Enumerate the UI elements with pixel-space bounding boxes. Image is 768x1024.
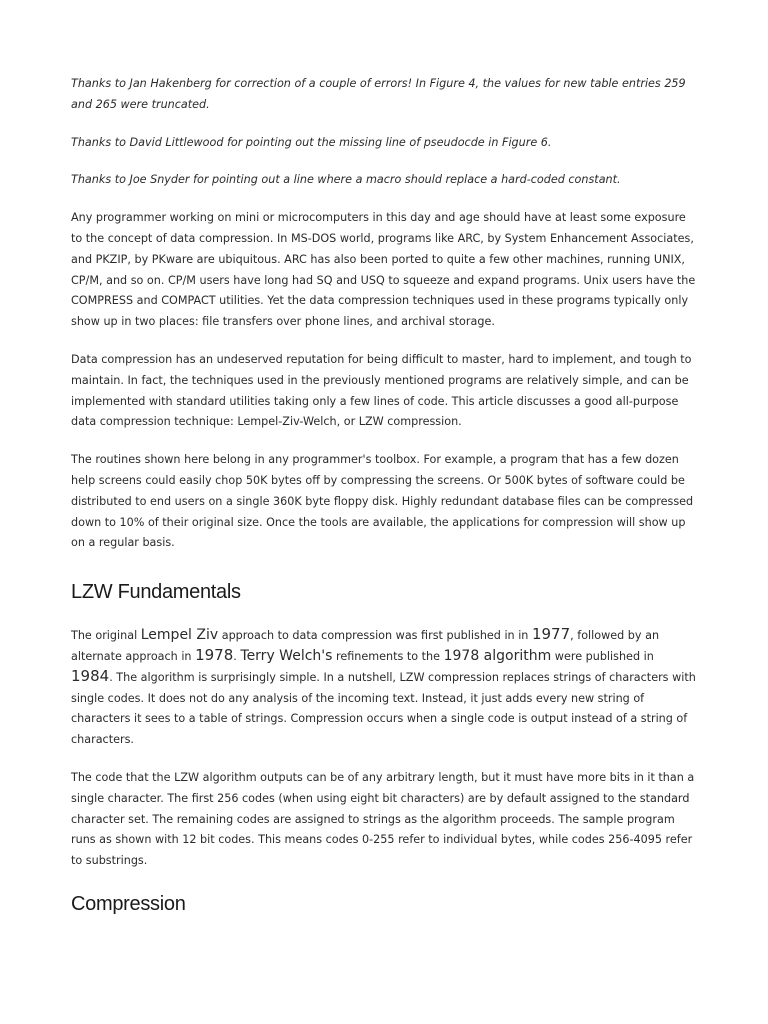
algorithm-1978-term: 1978 algorithm (443, 647, 552, 664)
article (71, 74, 699, 919)
year-1984: 1984 (71, 666, 110, 685)
lzw-paragraph-history: The original Lempel Ziv approach to data compression was first published in in 1977, followed by an alternate approach in 1978. Terry Welch's refinements to the 1978 algorithm were published in 1984. The algorithm is surprisingly simple. In a nutshell, LZW compression replaces strings of characters with single codes. It does not do any analysis of the incoming text. Instead, it just adds every new string of characters it sees to a table of strings. Compression occurs when a single code is output instead of a string of characters. (71, 625, 696, 747)
intro-paragraph: The routines shown here belong in any programmer's toolbox. For example, a program that has a few dozen help screens could easily chop 50K bytes off by compressing the screens. Or 500K bytes of software could be distributed to end users on a single 360K byte floppy disk. Highly redundant database files can be compressed down to 10% of their original size. Once the tools are available, the applications for compression will show up on a regular basis. (71, 453, 694, 550)
year-1978: 1978 (195, 645, 234, 664)
lzw-paragraph-codes: The code that the LZW algorithm outputs can be of any arbitrary length, but it must have more bits in it than a single character. The first 256 codes (when using eight bit characters) are by default assigned to the standard character set. The remaining codes are assigned to strings as the algorithm proceeds. The sample program runs as shown with 12 bit codes. This means codes 0-255 refer to individual bytes, while codes 256-4095 refer to substrings. (71, 770, 695, 868)
intro-paragraph: Any programmer working on mini or microcomputers in this day and age should have at least some exposure to the concept of data compression. In MS-DOS world, programs like ARC, by System Enhancement Associates, and PKZIP, by PKware are ubiquitous. ARC has also been ported to quite a few other machines, running UNIX, CP/M, and so on. CP/M users have long had SQ and USQ to squeeze and expand programs. Unix users have the COMPRESS and COMPACT utilities. Yet the data compression techniques used in these programs typically only show up in two places: file transfers over phone lines, and archival storage. (71, 211, 696, 329)
section-heading-lzw-fundamentals: LZW Fundamentals (71, 581, 241, 604)
acknowledgement-note: Thanks to Joe Snyder for pointing out a line where a macro should replace a hard-coded constant. (71, 173, 621, 187)
acknowledgement-note: Thanks to Jan Hakenberg for correction of a couple of errors! In Figure 4, the values for new table entries 259 and 265 were truncated. (71, 77, 686, 111)
intro-paragraph: Data compression has an undeserved reputation for being difficult to master, hard to implement, and tough to maintain. In fact, the techniques used in the previously mentioned programs are relatively simple, and can be implemented with standard utilities taking only a few lines of code. This article discusses a good all-purpose data compression technique: Lempel-Ziv-Welch, or LZW compression. (71, 352, 692, 429)
lempel-ziv-term: Lempel Ziv (140, 627, 219, 644)
terry-welch-term: Terry Welch's (240, 647, 333, 664)
acknowledgement-note: Thanks to David Littlewood for pointing out the missing line of pseudocde in Figure 6. (71, 135, 552, 149)
year-1977: 1977 (531, 625, 571, 644)
section-heading-compression: Compression (71, 892, 186, 915)
